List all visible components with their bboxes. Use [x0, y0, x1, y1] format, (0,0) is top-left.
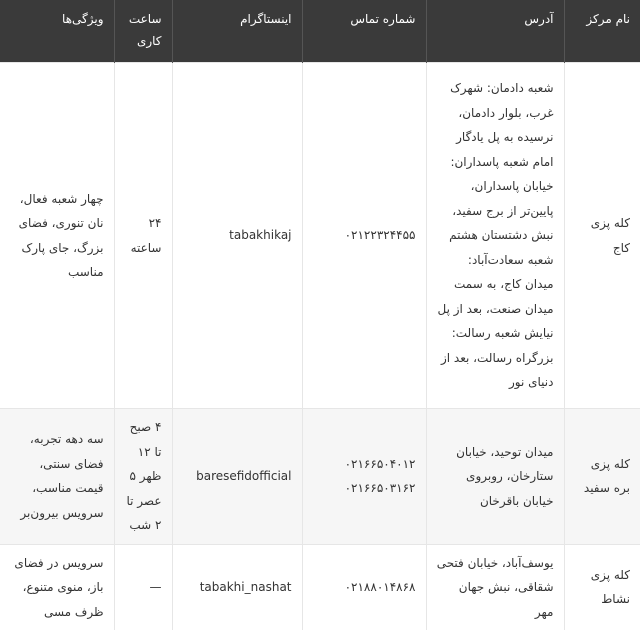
cell-features: سه دهه تجربه، فضای سنتی، قیمت مناسب، سرویس بیرون‌بر [0, 409, 114, 545]
table-header [0, 0, 640, 63]
cell-hours: — [114, 544, 172, 630]
table-row [0, 63, 640, 409]
header-instagram: اینستاگرام [172, 0, 302, 63]
instagram-handle[interactable]: baresefidofficial [196, 469, 291, 483]
phone-number-2: ۰۲۱۶۶۵۰۳۱۶۲ [313, 476, 416, 501]
cell-features: چهار شعبه فعال، نان تنوری، فضای بزرگ، جای پارک مناسب [0, 63, 114, 409]
header-features: ویژگی‌ها [0, 0, 114, 63]
cell-phone: ۰۲۱۸۸۰۱۴۸۶۸ [302, 544, 426, 630]
cell-address: شعبه دادمان: شهرک غرب، بلوار دادمان، نرسیده به پل یادگار امام شعبه پاسداران: خیابان پاسداران، پایین‌تر از برج سفید، نبش دشتستان هشتم شعبه سعادت‌آباد: میدان کاج، به سمت میدان صنعت، بعد از پل نیایش شعبه رسالت: بزرگراه رسالت، بعد از دنیای نور [426, 63, 564, 409]
header-name: نام مرکز [564, 0, 640, 63]
cell-phone [302, 409, 426, 545]
cell-name: کله پزی کاج [564, 63, 640, 409]
cell-hours: ۴ صبح تا ۱۲ ظهر ۵ عصر تا ۲ شب [114, 409, 172, 545]
header-phone: شماره تماس [302, 0, 426, 63]
instagram-handle[interactable]: tabakhikaj [229, 228, 291, 242]
table-row [0, 409, 640, 545]
cell-features: سرویس در فضای باز، منوی متنوع، ظرف مسی [0, 544, 114, 630]
cell-address: یوسف‌آباد، خیابان فتحی شقاقی، نبش جهان مهر [426, 544, 564, 630]
cell-name: کله پزی بره سفید [564, 409, 640, 545]
table-body [0, 63, 640, 630]
cell-instagram[interactable] [172, 544, 302, 630]
cell-name: کله پزی نشاط [564, 544, 640, 630]
phone-number-1: ۰۲۱۶۶۵۰۴۰۱۲ [313, 452, 416, 477]
cell-address: میدان توحید، خیابان ستارخان، روبروی خیابان باقرخان [426, 409, 564, 545]
cell-phone: ۰۲۱۲۲۳۲۴۴۵۵ [302, 63, 426, 409]
cell-instagram[interactable] [172, 409, 302, 545]
header-address: آدرس [426, 0, 564, 63]
table-row [0, 544, 640, 630]
cell-instagram[interactable] [172, 63, 302, 409]
instagram-handle[interactable]: tabakhi_nashat [200, 580, 292, 594]
header-hours: ساعت کاری [114, 0, 172, 63]
cell-hours: ۲۴ ساعته [114, 63, 172, 409]
header-row [0, 0, 640, 63]
